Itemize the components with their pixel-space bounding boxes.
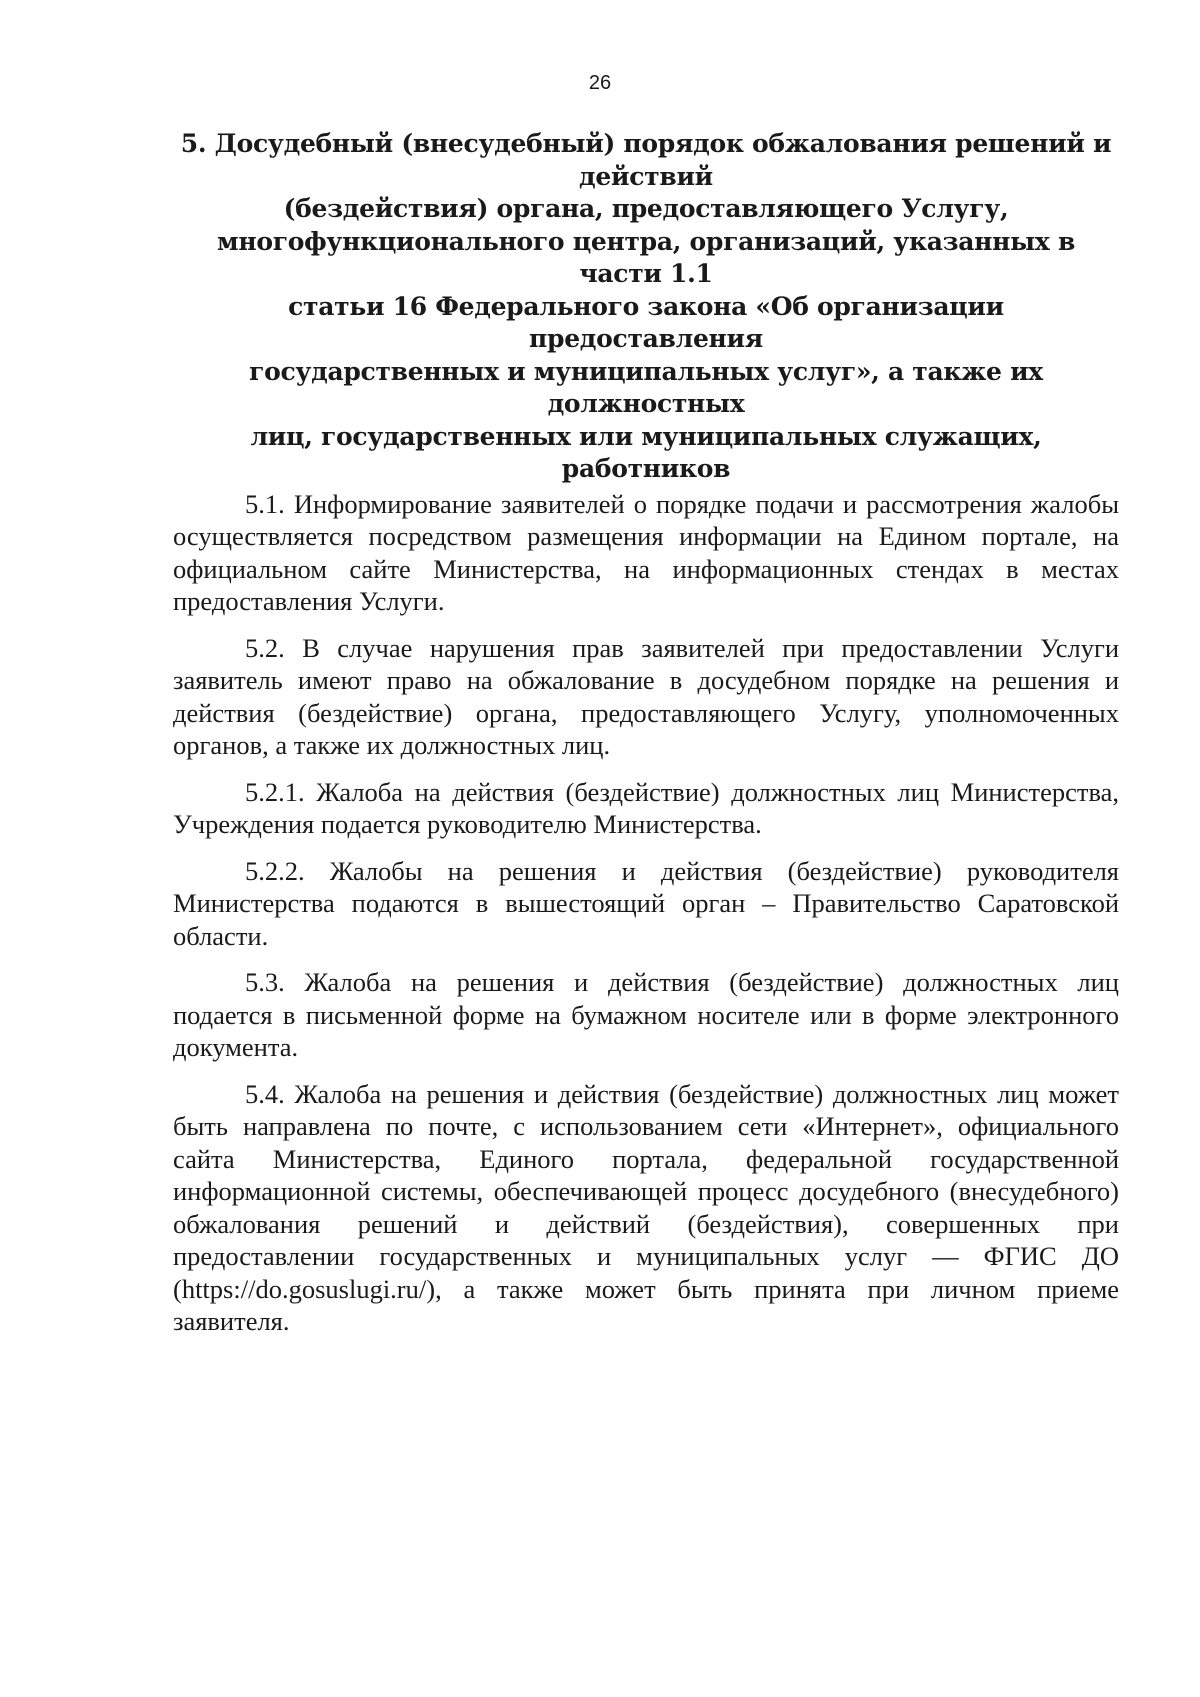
section-heading <box>173 128 1119 486</box>
paragraph-5-2-1: 5.2.1. Жалоба на действия (бездействие) должностных лиц Министерства, Учреждения подается руководителю Министерства. <box>173 776 1119 839</box>
paragraph-5-3: 5.3. Жалоба на решения и действия (бездействие) должностных лиц подается в письменной форме на бумажном носителе или в форме электронного документа. <box>173 967 1119 1062</box>
section-heading-line: 5. Досудебный (внесудебный) порядок обжалования решений и действий <box>180 129 1112 191</box>
paragraph-5-1: 5.1. Информирование заявителей о порядке подачи и рассмотрения жалобы осуществляется посредством размещения информации на Едином портале, на официальном сайте Министерства, на информационных стендах в местах предоставления Услуги. <box>173 488 1119 616</box>
document-body <box>173 128 1119 1352</box>
section-heading-line: многофункционального центра, организаций, указанных в части 1.1 <box>216 226 1076 288</box>
paragraph-5-2: 5.2. В случае нарушения прав заявителей при предоставлении Услуги заявитель имеют право на обжалование в досудебном порядке на решения и действия (бездействие) органа, предоставляющего Услугу, уполномоченных органов, а также их должностных лиц. <box>173 632 1119 760</box>
paragraph-5-4: 5.4. Жалоба на решения и действия (бездействие) должностных лиц может быть направлена по почте, с использованием сети «Интернет», официального сайта Министерства, Единого портала, федеральной государственной информационной системы, обеспечивающей процесс досудебного (внесудебного) обжалования решений и действий (бездействия), совершенных при предоставлении государственных и муниципальных услуг — ФГИС ДО (https://do.gosuslugi.ru/), а также может быть принята при личном приеме заявителя. <box>173 1078 1119 1336</box>
section-heading-line: государственных и муниципальных услуг», а также их должностных <box>249 356 1043 418</box>
paragraph-5-2-2: 5.2.2. Жалобы на решения и действия (бездействие) руководителя Министерства подаются в вышестоящий орган – Правительство Саратовской области. <box>173 855 1119 951</box>
page-number: 26 <box>588 72 612 94</box>
section-heading-line: статьи 16 Федерального закона «Об организации предоставления <box>288 291 1004 353</box>
section-heading-line: (бездействия) органа, предоставляющего Услугу, <box>283 194 1009 223</box>
section-heading-line: лиц, государственных или муниципальных служащих, работников <box>250 421 1042 483</box>
